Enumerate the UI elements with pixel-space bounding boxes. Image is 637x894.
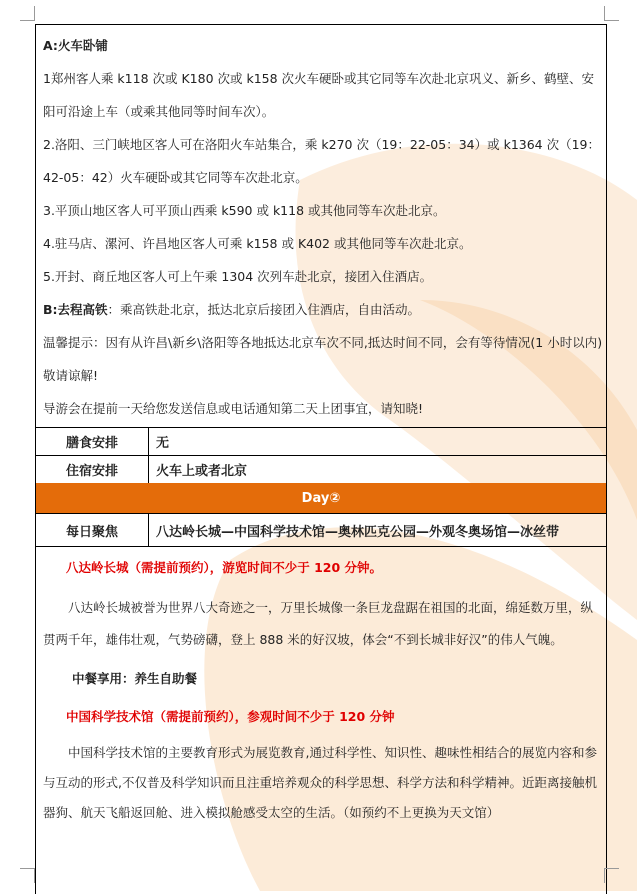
train-option-1: 1郑州客人乘 k118 次或 K180 次或 k158 次火车硬卧或其它同等车次赴北京巩义、新乡、鹤壁、安阳可沿途上车（或乘其他同等时间车次）。 — [43, 71, 595, 119]
focus-label: 每日聚焦 — [36, 514, 149, 546]
stay-value: 火车上或者北京 — [156, 464, 248, 479]
train-option-2: 2.洛阳、三门峡地区客人可在洛阳火车站集合，乘 k270 次（19：22-05：34）或 k1364 次（19：42-05：42）火车硬卧或其它同等车次赴北京。 — [43, 137, 601, 185]
train-option-4: 4.驻马店、漯河、许昌地区客人可乘 k158 或 K402 或其他同等车次赴北京。 — [43, 236, 472, 251]
lunch-info: 中餐享用：养生自助餐 — [72, 671, 198, 686]
transport-section — [36, 25, 606, 428]
badaling-description: 八达岭长城被誉为世界八大奇迹之一，万里长城像一条巨龙盘踞在祖国的北面，绵延数万里，纵贯两千年，雄伟壮观，气势磅礴，登上 888 米的好汉坡，体会“不到长城非好汉”的伟人气魄。 — [43, 600, 594, 647]
itinerary-table — [35, 24, 607, 894]
focus-value: 八达岭长城—中国科学技术馆—奥林匹克公园—外观冬奥场馆—冰丝带 — [156, 524, 560, 540]
meal-row — [36, 427, 606, 456]
meal-label: 膳食安排 — [36, 427, 149, 455]
crop-mark-bottom-right — [604, 868, 619, 883]
crop-mark-bottom-left — [20, 868, 35, 883]
museum-description: 中国科学技术馆的主要教育形式为展览教育,通过科学性、知识性、趣味性相结合的展览内容和参与互动的形式,不仅普及科学知识而且注重培养观众的科学思想、科学方法和科学精神。近距离接触机器狗、航天飞船返回舱、进入模拟舱感受太空的生活。（如预约不上更换为天文馆） — [43, 745, 597, 820]
warm-tip: 温馨提示：因有从许昌\新乡\洛阳等各地抵达北京车次不同,抵达时间不同，会有等待情况(1 小时以内)敬请谅解! — [43, 335, 603, 383]
guide-notice: 导游会在提前一天给您发送信息或电话通知第二天上团事宜，请知晓! — [43, 401, 424, 416]
crop-mark-top-left — [20, 6, 35, 21]
train-option-5: 5.开封、商丘地区客人可上午乘 1304 次列车赴北京，接团入住酒店。 — [43, 269, 433, 284]
stay-label: 住宿安排 — [36, 456, 149, 483]
meal-value: 无 — [156, 435, 170, 451]
highspeed-option: B:去程高铁：乘高铁赴北京，抵达北京后接团入住酒店，自由活动。 — [43, 302, 421, 317]
museum-title: 中国科学技术馆（需提前预约），参观时间不少于 120 分钟 — [66, 709, 395, 724]
day-header: Day② — [36, 483, 606, 514]
badaling-title: 八达岭长城（需提前预约），游览时间不少于 120 分钟。 — [66, 560, 383, 575]
train-option-3: 3.平顶山地区客人可平顶山西乘 k590 或 k118 或其他同等车次赴北京。 — [43, 203, 446, 218]
train-option-title: A:火车卧铺 — [43, 38, 108, 53]
crop-mark-top-right — [604, 6, 619, 21]
stay-row — [36, 456, 606, 484]
focus-row — [36, 514, 606, 547]
